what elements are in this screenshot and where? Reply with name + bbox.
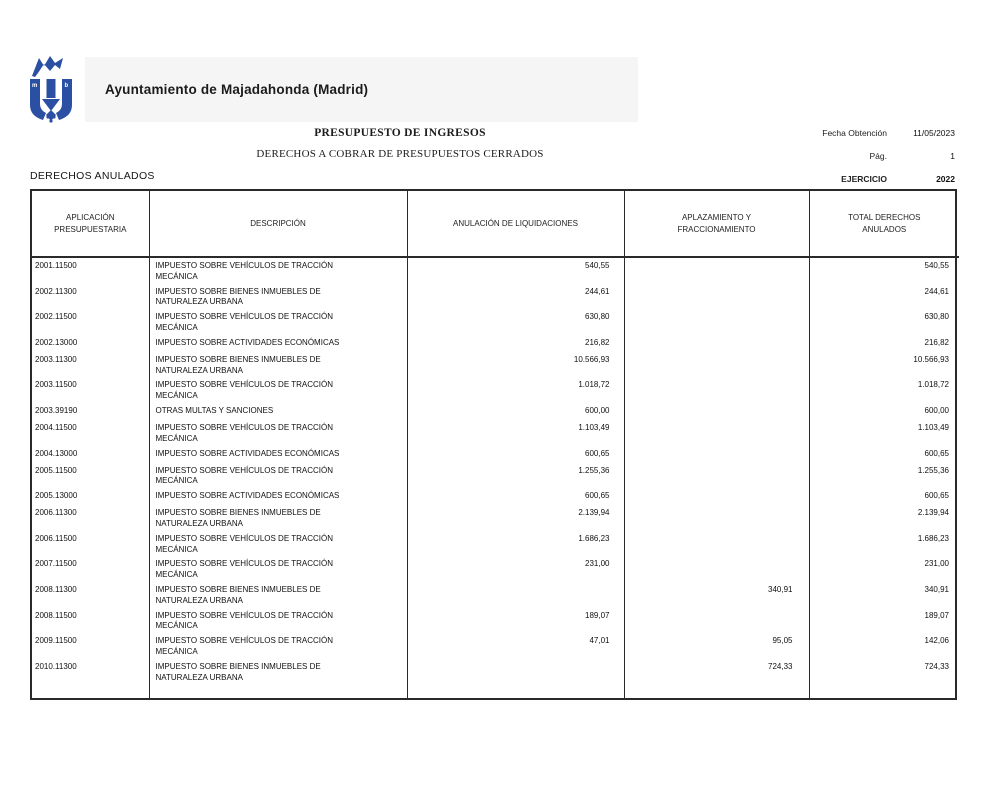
table-row (32, 488, 959, 505)
cell-anulacion-liquidaciones: 1.103,49 (407, 420, 624, 446)
pag-value: 1 (950, 151, 955, 161)
filler-cell (149, 684, 407, 698)
table-row (32, 309, 959, 335)
cell-anulacion-liquidaciones: 1.686,23 (407, 531, 624, 557)
descripcion-text: IMPUESTO SOBRE VEHÍCULOS DE TRACCIÓN MECÁNICA (155, 533, 334, 554)
cell-descripcion (149, 659, 407, 685)
cell-total-derechos-anulados: 600,65 (924, 448, 949, 458)
cell-anulacion-liquidaciones: 244,61 (407, 284, 624, 310)
cell-aplazamiento-fraccionamiento (624, 352, 809, 378)
cell-anulacion-liquidaciones: 189,07 (407, 608, 624, 634)
cell-aplazamiento-fraccionamiento (624, 556, 809, 582)
cell-total-derechos-anulados: 189,07 (924, 610, 949, 620)
coat-of-arms-svg (28, 55, 74, 125)
fecha-obtencion-label: Fecha Obtención (822, 128, 887, 138)
cell-anulacion-liquidaciones (407, 582, 624, 608)
meta-fecha-row (750, 128, 955, 138)
table-body (32, 257, 959, 698)
cell-total-derechos-anulados: 1.686,23 (917, 533, 949, 543)
column-header-4: TOTAL DERECHOS ANULADOS (809, 191, 959, 257)
cell-total-derechos-anulados: 600,65 (924, 491, 949, 501)
cell-aplazamiento-fraccionamiento (624, 608, 809, 634)
cell-aplicacion-presupuestaria: 2008.11300 (32, 582, 149, 608)
cell-descripcion (149, 257, 407, 284)
report-meta (750, 128, 955, 197)
derechos-anulados-table (30, 189, 957, 700)
pag-label: Pág. (869, 151, 887, 161)
table-row (32, 531, 959, 557)
cell-aplazamiento-fraccionamiento (624, 257, 809, 284)
cell-anulacion-liquidaciones (407, 659, 624, 685)
cell-aplicacion-presupuestaria: 2002.13000 (32, 335, 149, 352)
section-label-derechos-anulados: DERECHOS ANULADOS (30, 170, 155, 182)
cell-total-derechos-anulados: 600,00 (924, 405, 949, 415)
table-row (32, 608, 959, 634)
table-row (32, 284, 959, 310)
descripcion-text: IMPUESTO SOBRE BIENES INMUEBLES DE NATURALEZA URBANA (155, 508, 321, 528)
descripcion-text: IMPUESTO SOBRE VEHÍCULOS DE TRACCIÓN MECÁNICA (155, 465, 334, 486)
cell-descripcion (149, 352, 407, 378)
descripcion-text: IMPUESTO SOBRE ACTIVIDADES ECONÓMICAS (155, 448, 340, 458)
descripcion-text: IMPUESTO SOBRE VEHÍCULOS DE TRACCIÓN MECÁNICA (155, 312, 334, 332)
cell-total-derechos-anulados: 1.018,72 (917, 380, 949, 390)
cell-anulacion-liquidaciones: 216,82 (407, 335, 624, 352)
descripcion-text: IMPUESTO SOBRE VEHÍCULOS DE TRACCIÓN MECÁNICA (155, 610, 334, 631)
cell-descripcion (149, 403, 407, 420)
cell-total-derechos-anulados: 340,91 (924, 584, 949, 594)
report-subtitle: DERECHOS A COBRAR DE PRESUPUESTOS CERRADOS (256, 148, 544, 160)
table-row (32, 335, 959, 352)
cell-descripcion (149, 335, 407, 352)
cell-aplicacion-presupuestaria: 2008.11500 (32, 608, 149, 634)
cell-total-derechos-anulados: 216,82 (924, 337, 949, 347)
cell-anulacion-liquidaciones: 600,65 (407, 488, 624, 505)
cell-descripcion (149, 463, 407, 489)
svg-text:b: b (64, 83, 69, 89)
descripcion-text: OTRAS MULTAS Y SANCIONES (155, 405, 274, 415)
cell-aplicacion-presupuestaria: 2003.39190 (32, 403, 149, 420)
table-row (32, 463, 959, 489)
cell-anulacion-liquidaciones: 540,55 (407, 257, 624, 284)
table-header (32, 191, 959, 257)
table-row (32, 352, 959, 378)
cell-total-derechos-anulados: 2.139,94 (917, 508, 949, 518)
filler-cell (624, 684, 809, 698)
ejercicio-value: 2022 (936, 174, 955, 184)
cell-descripcion (149, 309, 407, 335)
majadahonda-coat-of-arms-icon (28, 55, 74, 125)
descripcion-text: IMPUESTO SOBRE VEHÍCULOS DE TRACCIÓN MECÁNICA (155, 636, 334, 656)
cell-descripcion (149, 488, 407, 505)
cell-aplicacion-presupuestaria: 2009.11500 (32, 633, 149, 659)
cell-aplazamiento-fraccionamiento (624, 463, 809, 489)
cell-aplazamiento-fraccionamiento (624, 284, 809, 310)
cell-anulacion-liquidaciones: 600,00 (407, 403, 624, 420)
cell-aplazamiento-fraccionamiento (624, 335, 809, 352)
cell-descripcion (149, 608, 407, 634)
cell-aplicacion-presupuestaria: 2003.11300 (32, 352, 149, 378)
cell-total-derechos-anulados: 1.103,49 (917, 422, 949, 432)
cell-aplazamiento-fraccionamiento (624, 531, 809, 557)
cell-aplicacion-presupuestaria: 2004.11500 (32, 420, 149, 446)
descripcion-text: IMPUESTO SOBRE ACTIVIDADES ECONÓMICAS (155, 491, 340, 501)
cell-anulacion-liquidaciones: 630,80 (407, 309, 624, 335)
table-row (32, 446, 959, 463)
descripcion-text: IMPUESTO SOBRE BIENES INMUEBLES DE NATURALEZA URBANA (155, 354, 321, 375)
cell-aplazamiento-fraccionamiento (624, 505, 809, 531)
cell-aplicacion-presupuestaria: 2002.11500 (32, 309, 149, 335)
cell-aplicacion-presupuestaria: 2006.11300 (32, 505, 149, 531)
filler-cell (809, 684, 959, 698)
cell-aplicacion-presupuestaria: 2003.11500 (32, 377, 149, 403)
cell-total-derechos-anulados: 630,80 (924, 312, 949, 322)
cell-anulacion-liquidaciones: 10.566,93 (407, 352, 624, 378)
table-row (32, 403, 959, 420)
cell-aplicacion-presupuestaria: 2004.13000 (32, 446, 149, 463)
meta-ejercicio-row (750, 174, 955, 184)
column-header-3: APLAZAMIENTO Y FRACCIONAMIENTO (624, 191, 809, 257)
cell-aplazamiento-fraccionamiento (624, 377, 809, 403)
title-block (200, 127, 600, 160)
table-row (32, 420, 959, 446)
descripcion-text: IMPUESTO SOBRE BIENES INMUEBLES DE NATURALEZA URBANA (155, 584, 321, 605)
cell-aplazamiento-fraccionamiento (624, 488, 809, 505)
cell-descripcion (149, 284, 407, 310)
cell-aplicacion-presupuestaria: 2006.11500 (32, 531, 149, 557)
cell-descripcion (149, 505, 407, 531)
cell-total-derechos-anulados: 244,61 (924, 286, 949, 296)
table-row (32, 257, 959, 284)
cell-aplicacion-presupuestaria: 2005.13000 (32, 488, 149, 505)
meta-pag-row (750, 151, 955, 161)
cell-total-derechos-anulados: 10.566,93 (913, 354, 949, 364)
cell-anulacion-liquidaciones: 47,01 (407, 633, 624, 659)
cell-total-derechos-anulados: 540,55 (924, 261, 949, 270)
table-row (32, 377, 959, 403)
cell-aplazamiento-fraccionamiento (624, 403, 809, 420)
cell-aplazamiento-fraccionamiento (624, 420, 809, 446)
cell-anulacion-liquidaciones: 2.139,94 (407, 505, 624, 531)
descripcion-text: IMPUESTO SOBRE BIENES INMUEBLES DE NATURALEZA URBANA (155, 286, 321, 307)
cell-total-derechos-anulados: 724,33 (924, 661, 949, 671)
cell-total-derechos-anulados: 231,00 (924, 559, 949, 569)
cell-aplazamiento-fraccionamiento: 95,05 (624, 633, 809, 659)
cell-total-derechos-anulados: 142,06 (924, 636, 949, 646)
table-filler-row (32, 684, 959, 698)
cell-descripcion (149, 531, 407, 557)
descripcion-text: IMPUESTO SOBRE VEHÍCULOS DE TRACCIÓN MECÁNICA (155, 380, 334, 401)
org-header-band (85, 57, 638, 122)
cell-aplazamiento-fraccionamiento (624, 309, 809, 335)
cell-descripcion (149, 633, 407, 659)
filler-cell (407, 684, 624, 698)
ejercicio-label: EJERCICIO (841, 174, 887, 184)
table-row (32, 659, 959, 685)
cell-anulacion-liquidaciones: 231,00 (407, 556, 624, 582)
cell-aplicacion-presupuestaria: 2010.11300 (32, 659, 149, 685)
table-row (32, 505, 959, 531)
column-header-0: APLICACIÓN PRESUPUESTARIA (32, 191, 149, 257)
org-name: Ayuntamiento de Majadahonda (Madrid) (105, 82, 369, 97)
cell-aplicacion-presupuestaria: 2007.11500 (32, 556, 149, 582)
cell-descripcion (149, 582, 407, 608)
table-header-row (32, 191, 959, 257)
cell-aplazamiento-fraccionamiento: 340,91 (624, 582, 809, 608)
descripcion-text: IMPUESTO SOBRE BIENES INMUEBLES DE NATURALEZA URBANA (155, 661, 321, 682)
descripcion-text: IMPUESTO SOBRE VEHÍCULOS DE TRACCIÓN MECÁNICA (155, 422, 334, 443)
table-row (32, 556, 959, 582)
cell-anulacion-liquidaciones: 600,65 (407, 446, 624, 463)
column-header-1: DESCRIPCIÓN (149, 191, 407, 257)
table-row (32, 633, 959, 659)
cell-descripcion (149, 420, 407, 446)
column-header-2: ANULACIÓN DE LIQUIDACIONES (407, 191, 624, 257)
cell-aplicacion-presupuestaria: 2005.11500 (32, 463, 149, 489)
fecha-obtencion-value: 11/05/2023 (913, 128, 955, 138)
cell-total-derechos-anulados: 1.255,36 (917, 465, 949, 475)
cell-aplazamiento-fraccionamiento (624, 446, 809, 463)
cell-descripcion (149, 377, 407, 403)
cell-anulacion-liquidaciones: 1.255,36 (407, 463, 624, 489)
cell-aplicacion-presupuestaria: 2002.11300 (32, 284, 149, 310)
table-row (32, 582, 959, 608)
descripcion-text: IMPUESTO SOBRE VEHÍCULOS DE TRACCIÓN MECÁNICA (155, 559, 334, 580)
filler-cell (32, 684, 149, 698)
cell-descripcion (149, 446, 407, 463)
data-table (32, 191, 959, 698)
cell-aplicacion-presupuestaria: 2001.11500 (32, 257, 149, 284)
report-title: PRESUPUESTO DE INGRESOS (314, 127, 486, 139)
cell-aplazamiento-fraccionamiento: 724,33 (624, 659, 809, 685)
descripcion-text: IMPUESTO SOBRE ACTIVIDADES ECONÓMICAS (155, 337, 340, 347)
cell-descripcion (149, 556, 407, 582)
cell-anulacion-liquidaciones: 1.018,72 (407, 377, 624, 403)
svg-text:m: m (32, 83, 38, 89)
descripcion-text: IMPUESTO SOBRE VEHÍCULOS DE TRACCIÓN MECÁNICA (155, 261, 334, 281)
